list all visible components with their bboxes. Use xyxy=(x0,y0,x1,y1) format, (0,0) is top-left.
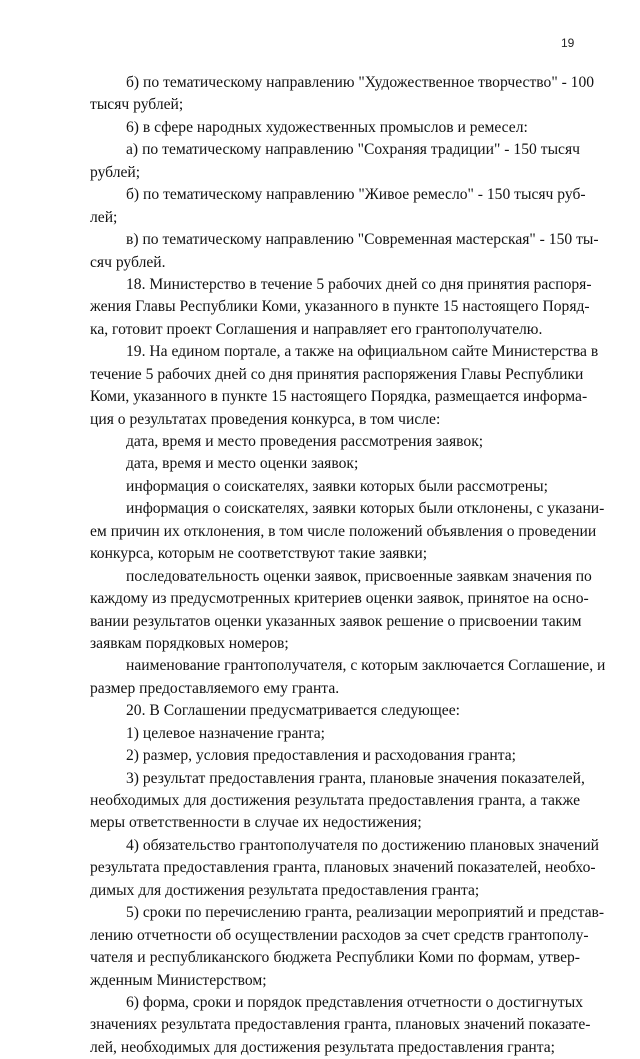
text-line: лению отчетности об осуществлении расходов за счет средств грантополу- xyxy=(90,926,589,944)
text-line: конкурса, которым не соответствуют такие заявки; xyxy=(90,545,428,563)
text-line: б) по тематическому направлению "Живое ремесло" - 150 тысяч руб- xyxy=(126,186,586,204)
text-line: сяч рублей. xyxy=(90,253,166,271)
text-line: а) по тематическому направлению "Сохраняя традиции" - 150 тысяч xyxy=(126,141,580,159)
text-line: ция о результатах проведения конкурса, в том числе: xyxy=(90,410,441,428)
text-line: значениях результата предоставления гранта, плановых значений показате- xyxy=(90,1016,591,1034)
text-line: чателя и республиканского бюджета Республики Коми по формам, утвер- xyxy=(90,949,580,967)
page-number: 19 xyxy=(561,36,575,50)
text-line: течение 5 рабочих дней со дня принятия распоряжения Главы Республики xyxy=(90,365,584,383)
text-line: 5) сроки по перечислению гранта, реализации мероприятий и представ- xyxy=(126,904,605,922)
text-line: 19. На едином портале, а также на официальном сайте Министерства в xyxy=(126,343,599,361)
text-line: Коми, указанного в пункте 15 настоящего Порядка, размещается информа- xyxy=(90,388,588,406)
text-line: лей, необходимых для достижения результата предоставления гранта; xyxy=(90,1038,556,1056)
text-line: каждому из предусмотренных критериев оценки заявок, принятое на осно- xyxy=(90,590,589,608)
text-line: меры ответственности в случае их недостижения; xyxy=(90,814,422,832)
text-line: жения Главы Республики Коми, указанного в пункте 15 настоящего Поряд- xyxy=(90,298,590,316)
text-line: 4) обязательство грантополучателя по достижению плановых значений xyxy=(126,836,600,854)
text-line: димых для достижения результата предоставления гранта; xyxy=(90,881,480,899)
text-line: результата предоставления гранта, плановых значений показателей, необхо- xyxy=(90,859,596,877)
text-line: тысяч рублей; xyxy=(90,96,184,114)
text-line: 1) целевое назначение гранта; xyxy=(126,724,325,742)
text-line: заявкам порядковых номеров; xyxy=(90,634,289,652)
text-line: рублей; xyxy=(90,163,141,181)
text-line: размер предоставляемого ему гранта. xyxy=(90,679,340,697)
text-line: лей; xyxy=(90,208,118,226)
text-line: 2) размер, условия предоставления и расходования гранта; xyxy=(126,747,516,765)
document-body xyxy=(90,72,606,1059)
text-line: жденным Министерством; xyxy=(90,971,267,989)
text-line: в) по тематическому направлению "Современная мастерская" - 150 ты- xyxy=(126,231,599,249)
text-line: 20. В Соглашении предусматривается следующее: xyxy=(126,702,460,720)
text-line: б) по тематическому направлению "Художественное творчество" - 100 xyxy=(126,74,595,91)
text-line: информация о соискателях, заявки которых были рассмотрены; xyxy=(126,477,548,495)
text-line: последовательность оценки заявок, присвоенные заявкам значения по xyxy=(126,567,592,585)
text-line: 6) в сфере народных художественных промыслов и ремесел: xyxy=(126,118,528,136)
text-line: 6) форма, сроки и порядок представления отчетности о достигнутых xyxy=(126,993,584,1011)
text-line: информация о соискателях, заявки которых были отклонены, с указани- xyxy=(126,500,605,518)
text-line: наименование грантополучателя, с которым заключается Соглашение, и xyxy=(126,657,606,675)
text-line: дата, время и место оценки заявок; xyxy=(126,455,359,473)
text-line: вании результатов оценки указанных заявок решение о присвоении таким xyxy=(90,612,582,630)
text-line: 3) результат предоставления гранта, плановые значения показателей, xyxy=(126,769,585,787)
text-line: необходимых для достижения результата предоставления гранта, а также xyxy=(90,792,580,809)
text-line: ка, готовит проект Соглашения и направляет его грантополучателю. xyxy=(90,320,543,338)
text-line: дата, время и место проведения рассмотрения заявок; xyxy=(126,433,484,450)
text-line: ем причин их отклонения, в том числе положений объявления о проведении xyxy=(90,522,597,540)
text-line: 18. Министерство в течение 5 рабочих дней со дня принятия распоря- xyxy=(126,275,592,293)
